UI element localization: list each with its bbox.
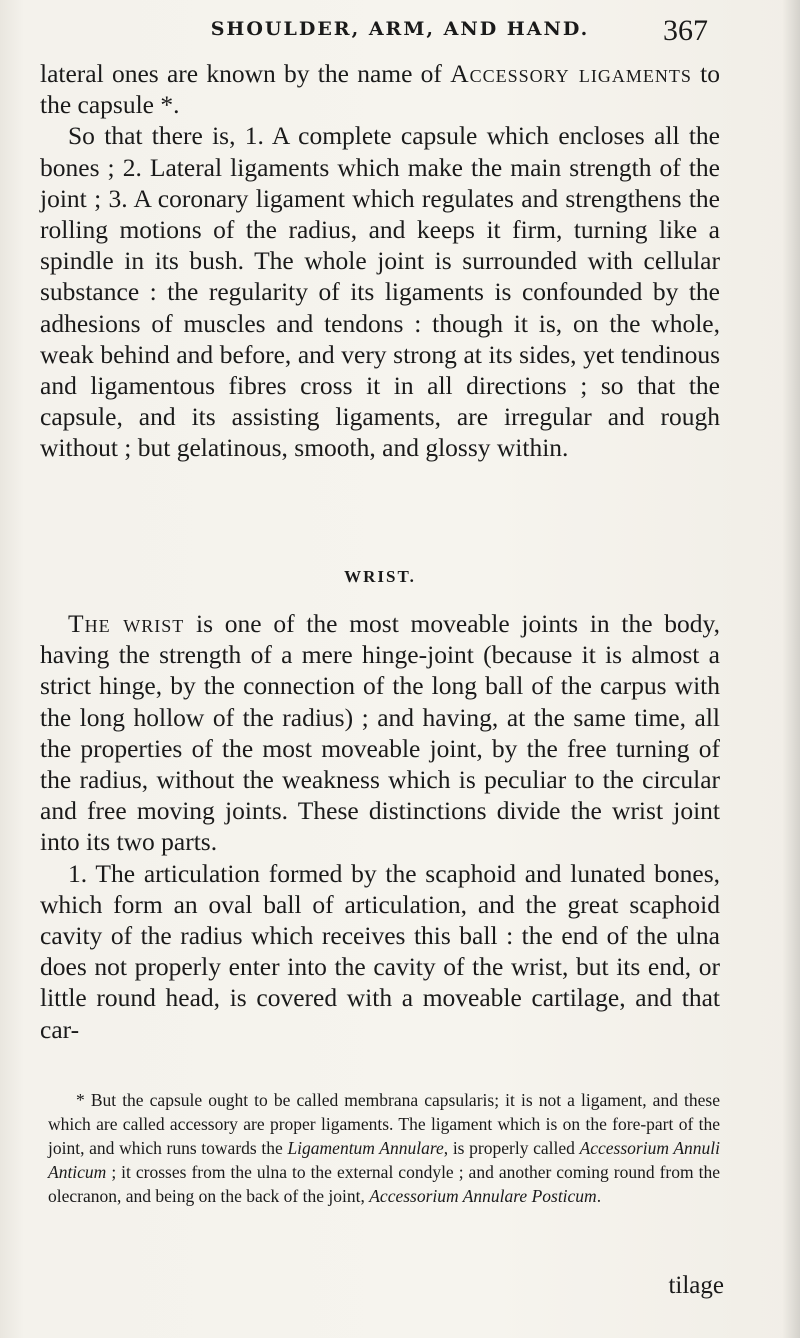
footnote-italic-1: Ligamentum Annulare	[287, 1138, 444, 1158]
page-edge-shadow	[782, 0, 800, 1338]
footnote-italic-3: Accessorium Annulare Posticum	[369, 1186, 597, 1206]
footnote-text	[48, 1088, 720, 1208]
footnote-part-1: * But the capsule ought to be called membrana capsularis; it is not a ligament, and these which are called accessory are proper ligaments. The ligament which is on the fore-part of the joint, and which runs towards the	[48, 1090, 720, 1158]
paragraph-1-smallcaps: Accessory ligaments	[450, 59, 692, 88]
running-title: SHOULDER, ARM, AND HAND.	[210, 18, 590, 40]
paragraph-summary: So that there is, 1. A complete capsule which encloses all the bones ; 2. Lateral ligaments which make the main strength of the joint ; 3. A coronary ligament which regulates and strengthens the rolling motions of the radius, and keeps it firm, turning like a spindle in its bush. The whole joint is surrounded with cellular substance : the regularity of its ligaments is confounded by the adhesions of muscles and tendons : though it is, on the whole, weak behind and before, and very strong at its sides, yet tendinous and ligamentous fibres cross it in all directions ; so that the capsule, and its assisting ligaments, are irregular and rough without ; but gelatinous, smooth, and glossy within.	[40, 121, 720, 463]
paragraph-continuation	[40, 58, 720, 120]
catchword: tilage	[668, 1272, 724, 1299]
paragraph-wrist-intro	[40, 608, 720, 858]
paragraph-1-start: lateral ones are known by the name of	[40, 59, 451, 88]
paragraph-articulation: 1. The articulation formed by the scaphoid and lunated bones, which form an oval ball of articulation, and the great scaphoid cavity of the radius which receives this ball : the end of the ulna does not properly enter into the cavity of the wrist, but its end, or little round head, is covered with a moveable cartilage, and that car-	[40, 858, 720, 1044]
footnote-part-2: , is properly called	[443, 1138, 580, 1158]
paragraph-1-end: to the capsule *.	[40, 59, 721, 120]
footnote	[48, 1088, 720, 1208]
page-number: 367	[663, 14, 708, 47]
footnote-part-3: ; it crosses from the ulna to the external condyle ; and another coming round from the olecranon, and being on the back of the joint,	[48, 1162, 720, 1206]
body-text-upper	[40, 58, 720, 464]
section-heading: WRIST.	[344, 567, 416, 586]
running-head	[40, 14, 760, 54]
footnote-italic-2: Accessorium Annuli Anticum	[48, 1138, 721, 1182]
footnote-part-4: .	[596, 1186, 602, 1206]
paragraph-3-smallcaps: The wrist	[68, 609, 185, 638]
paragraph-3-rest: is one of the most moveable joints in the body, having the strength of a mere hinge-joint (because it is almost a strict hinge, by the connection of the long ball of the carpus with the long hollow of the radius) ; and having, at the same time, all the properties of the most moveable joint, by the free turning of the radius, without the weakness which is peculiar to the circular and free moving joints. These distinctions divide the wrist joint into its two parts.	[40, 609, 720, 857]
body-text-lower	[40, 608, 720, 1045]
